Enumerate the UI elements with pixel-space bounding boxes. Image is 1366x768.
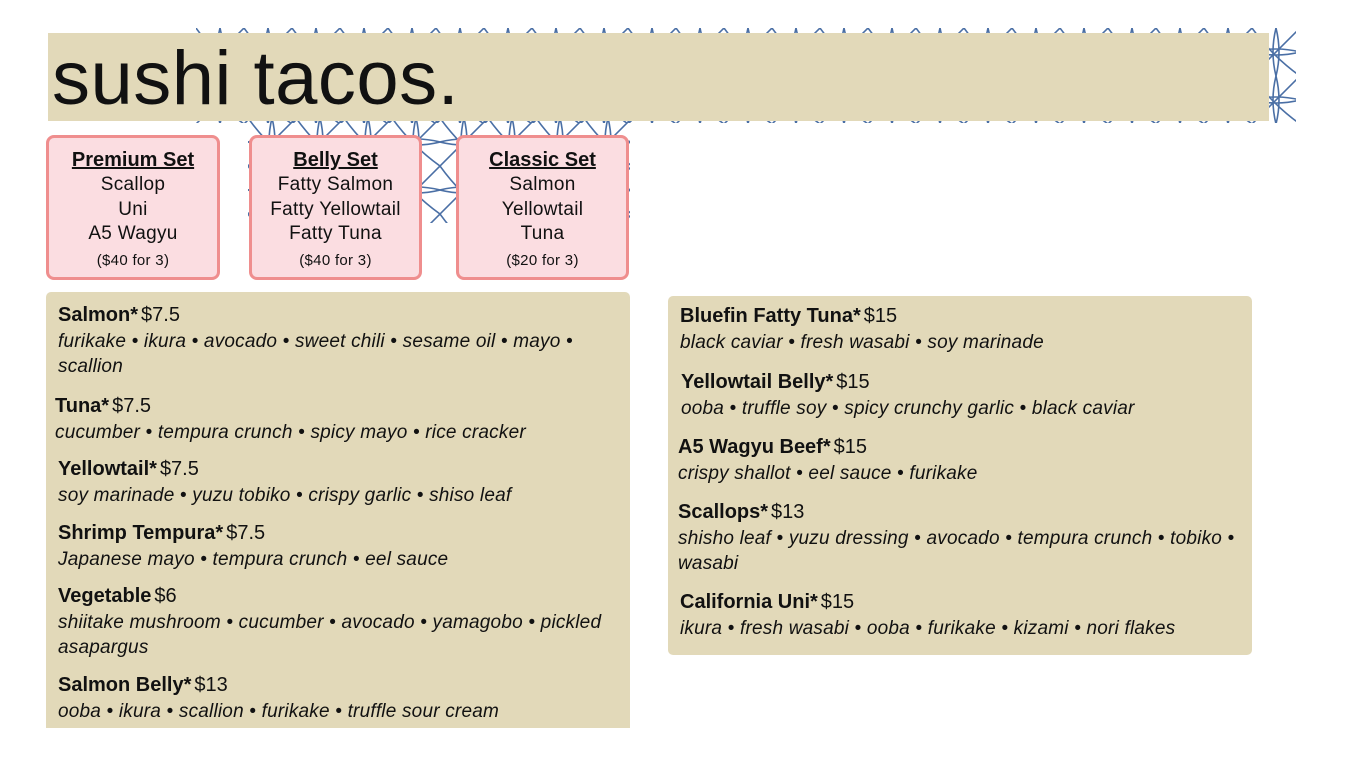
menu-item-price: $7.5	[112, 395, 152, 417]
menu-item	[58, 458, 618, 508]
menu-item-description: ooba • ikura • scallion • furikake • truffle sour cream	[58, 701, 500, 722]
menu-item-description: ooba • truffle soy • spicy crunchy garlic • black caviar	[681, 398, 1135, 419]
menu-item	[58, 304, 618, 379]
menu-item-price: $15	[820, 591, 855, 613]
menu-item-name: Yellowtail Belly*	[681, 371, 834, 393]
menu-item-description: Japanese mayo • tempura crunch • eel sauce	[58, 549, 449, 570]
set-price: ($40 for 3)	[299, 251, 372, 269]
menu-item-description: black caviar • fresh wasabi • soy marinade	[680, 332, 1044, 353]
set-name: Belly Set	[293, 149, 378, 171]
page-title: sushi tacos.	[52, 36, 460, 121]
menu-item	[58, 522, 618, 572]
menu-item-price: $15	[833, 436, 868, 458]
menu-panel-left	[46, 292, 630, 728]
menu-item-description: crispy shallot • eel sauce • furikake	[678, 463, 978, 484]
set-item: Scallop	[100, 174, 166, 195]
menu-item-name: Salmon*	[58, 304, 139, 326]
menu-item-name: Scallops*	[678, 501, 769, 523]
menu-item-price: $7.5	[159, 458, 199, 480]
menu-item-name: California Uni*	[680, 591, 818, 613]
menu-item-price: $15	[836, 371, 870, 393]
menu-item-price: $7.5	[226, 522, 266, 544]
menu-item	[58, 585, 618, 660]
menu-item	[680, 305, 1245, 355]
menu-item-description: soy marinade • yuzu tobiko • crispy garlic • shiso leaf	[58, 485, 512, 506]
menu-item	[681, 371, 1246, 421]
title-banner	[48, 33, 1269, 121]
menu-item	[678, 436, 1243, 486]
menu-item-name: Salmon Belly*	[58, 674, 192, 696]
set-price: ($20 for 3)	[506, 251, 579, 269]
menu-item	[680, 591, 1245, 641]
set-price: ($40 for 3)	[96, 251, 170, 269]
menu-item-name: Tuna*	[55, 395, 110, 417]
set-item: A5 Wagyu	[88, 223, 178, 244]
set-item: Yellowtail	[501, 198, 584, 220]
menu-item-description: furikake • ikura • avocado • sweet chili • sesame oil • mayo • scallion	[58, 331, 573, 377]
set-item: Tuna	[520, 223, 565, 244]
set-item: Salmon	[509, 174, 576, 195]
menu-item-price: $6	[154, 585, 177, 607]
menu-item-name: Shrimp Tempura*	[58, 522, 224, 544]
menu-item-name: Bluefin Fatty Tuna*	[680, 305, 861, 327]
menu-item	[58, 674, 618, 724]
menu-panel-right	[668, 296, 1252, 655]
set-item: Uni	[118, 198, 148, 220]
menu-item	[678, 501, 1243, 576]
menu-item-description: cucumber • tempura crunch • spicy mayo • rice cracker	[55, 422, 526, 443]
menu-item-description: ikura • fresh wasabi • ooba • furikake • kizami • nori flakes	[680, 618, 1176, 639]
set-name: Premium Set	[71, 149, 195, 171]
menu-item-price: $15	[863, 305, 898, 327]
menu-item-price: $13	[771, 501, 805, 523]
set-item: Fatty Tuna	[289, 223, 382, 244]
menu-item-name: Vegetable	[58, 585, 152, 607]
menu-item-price: $13	[194, 674, 228, 696]
set-item: Fatty Yellowtail	[270, 198, 401, 220]
set-card-classic	[456, 135, 629, 280]
menu-item-description: shisho leaf • yuzu dressing • avocado • tempura crunch • tobiko • wasabi	[678, 528, 1235, 574]
menu-item	[55, 395, 615, 445]
menu-item-description: shiitake mushroom • cucumber • avocado • yamagobo • pickled asapargus	[58, 612, 602, 658]
set-card-belly	[249, 135, 422, 280]
set-name: Classic Set	[489, 149, 596, 171]
set-item: Fatty Salmon	[277, 174, 394, 195]
menu-item-name: Yellowtail*	[58, 458, 157, 480]
menu-item-price: $7.5	[141, 304, 180, 326]
menu-item-name: A5 Wagyu Beef*	[678, 436, 831, 458]
set-card-premium	[46, 135, 220, 280]
